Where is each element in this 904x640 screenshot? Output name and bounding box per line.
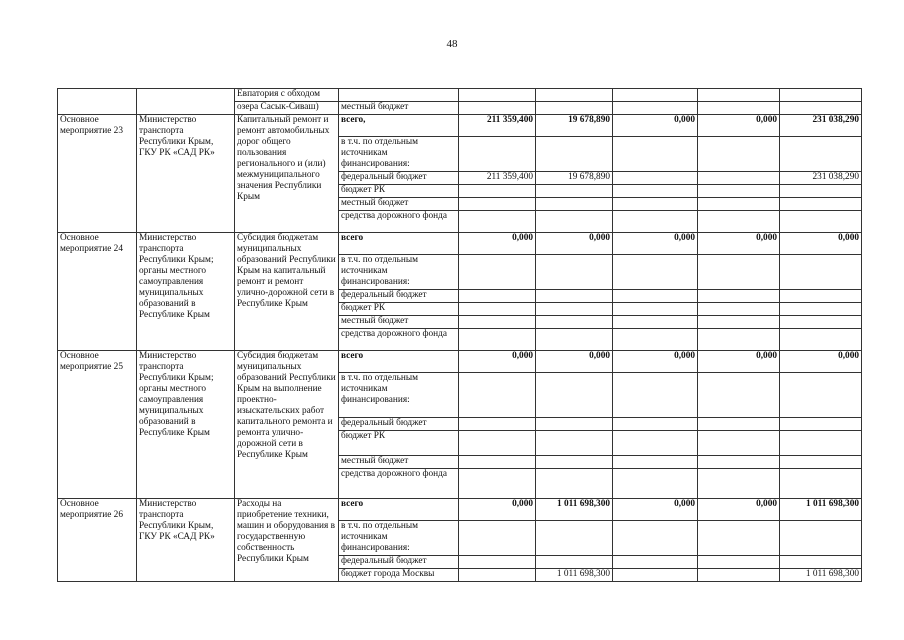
value-cell: 0,000: [536, 351, 613, 373]
value-cell: [613, 569, 698, 582]
value-cell: [780, 456, 862, 469]
description-cell: Евпатория с обходом: [235, 89, 339, 102]
value-cell: [698, 521, 780, 556]
value-cell: 0,000: [459, 351, 536, 373]
value-cell: [780, 556, 862, 569]
value-cell: [613, 316, 698, 329]
value-cell: [459, 102, 536, 115]
value-cell: [459, 373, 536, 418]
value-cell: [613, 172, 698, 185]
executor-cell: Министерство транспорта Республики Крым, ГКУ РК «САД РК»: [137, 115, 235, 233]
source-cell: федеральный бюджет: [339, 172, 459, 185]
value-cell: [459, 198, 536, 211]
description-cell: Капитальный ремонт и ремонт автомобильных дорог общего пользования регионального и (или) межмуниципального значения Республики Крым: [235, 115, 339, 233]
value-cell: [780, 469, 862, 499]
value-cell: [698, 102, 780, 115]
value-cell: [536, 198, 613, 211]
value-cell: [780, 521, 862, 556]
value-cell: [459, 211, 536, 233]
value-cell: [698, 303, 780, 316]
value-cell: [698, 255, 780, 290]
source-cell: [339, 89, 459, 102]
value-cell: [459, 303, 536, 316]
value-cell: [780, 329, 862, 351]
value-cell: 0,000: [536, 233, 613, 255]
activity-cell: Основное мероприятие 24: [58, 233, 137, 351]
source-cell: бюджет РК: [339, 303, 459, 316]
source-cell: в т.ч. по отдельным источникам финансирования:: [339, 137, 459, 172]
page-number: 48: [446, 38, 458, 50]
value-cell: [459, 185, 536, 198]
executor-cell: [137, 89, 235, 115]
value-cell: [536, 521, 613, 556]
source-cell: средства дорожного фонда: [339, 211, 459, 233]
value-cell: [613, 329, 698, 351]
value-cell: [698, 89, 780, 102]
value-cell: 0,000: [780, 233, 862, 255]
value-cell: [459, 569, 536, 582]
value-cell: [613, 255, 698, 290]
value-cell: [536, 329, 613, 351]
source-cell: всего: [339, 233, 459, 255]
value-cell: [698, 418, 780, 431]
value-cell: [613, 456, 698, 469]
value-cell: [459, 469, 536, 499]
value-cell: [613, 418, 698, 431]
value-cell: [698, 469, 780, 499]
executor-cell: Министерство транспорта Республики Крым; органы местного самоуправления муниципальных образований в Республике Крым: [137, 351, 235, 499]
value-cell: [459, 89, 536, 102]
value-cell: 0,000: [459, 233, 536, 255]
table-row: [58, 115, 862, 137]
value-cell: 0,000: [698, 351, 780, 373]
value-cell: [459, 418, 536, 431]
activity-cell: Основное мероприятие 26: [58, 499, 137, 582]
value-cell: [536, 102, 613, 115]
value-cell: 211 359,400: [459, 172, 536, 185]
value-cell: [698, 556, 780, 569]
value-cell: [536, 89, 613, 102]
value-cell: [780, 418, 862, 431]
value-cell: [536, 255, 613, 290]
value-cell: [780, 198, 862, 211]
value-cell: [536, 373, 613, 418]
value-cell: [698, 290, 780, 303]
value-cell: 0,000: [780, 351, 862, 373]
value-cell: [698, 456, 780, 469]
source-cell: в т.ч. по отдельным источникам финансирования:: [339, 255, 459, 290]
table-body: [58, 89, 862, 582]
value-cell: [613, 290, 698, 303]
value-cell: [536, 290, 613, 303]
value-cell: 0,000: [613, 499, 698, 521]
value-cell: [698, 137, 780, 172]
value-cell: 0,000: [613, 115, 698, 137]
table-row: [58, 351, 862, 373]
value-cell: 0,000: [613, 233, 698, 255]
value-cell: [536, 469, 613, 499]
source-cell: всего,: [339, 115, 459, 137]
budget-table: [57, 88, 862, 582]
value-cell: 1 011 698,300: [780, 569, 862, 582]
value-cell: [459, 431, 536, 456]
value-cell: [613, 211, 698, 233]
value-cell: [698, 431, 780, 456]
value-cell: [613, 198, 698, 211]
value-cell: [536, 137, 613, 172]
table-row: [58, 499, 862, 521]
source-cell: местный бюджет: [339, 102, 459, 115]
value-cell: [613, 431, 698, 456]
value-cell: [698, 211, 780, 233]
value-cell: [780, 89, 862, 102]
value-cell: [780, 137, 862, 172]
source-cell: бюджет РК: [339, 431, 459, 456]
source-cell: местный бюджет: [339, 198, 459, 211]
source-cell: всего: [339, 351, 459, 373]
value-cell: 1 011 698,300: [536, 569, 613, 582]
value-cell: [613, 102, 698, 115]
value-cell: 0,000: [698, 115, 780, 137]
value-cell: [780, 316, 862, 329]
value-cell: [536, 185, 613, 198]
value-cell: [698, 329, 780, 351]
value-cell: 0,000: [698, 233, 780, 255]
value-cell: 19 678,890: [536, 172, 613, 185]
value-cell: [613, 185, 698, 198]
value-cell: [613, 469, 698, 499]
value-cell: [698, 373, 780, 418]
value-cell: [536, 431, 613, 456]
value-cell: [613, 373, 698, 418]
description-cell: Субсидия бюджетам муниципальных образований Республики Крым на выполнение проектно-изыскательских работ капитального ремонта и ремонта улично-дорожной сети в Республике Крым: [235, 351, 339, 499]
table-row: [58, 233, 862, 255]
value-cell: [459, 456, 536, 469]
description-cell: озера Сасык-Сиваш): [235, 102, 339, 115]
value-cell: [536, 456, 613, 469]
activity-cell: [58, 89, 137, 115]
value-cell: [613, 556, 698, 569]
value-cell: [780, 185, 862, 198]
source-cell: средства дорожного фонда: [339, 469, 459, 499]
source-cell: средства дорожного фонда: [339, 329, 459, 351]
source-cell: федеральный бюджет: [339, 418, 459, 431]
source-cell: в т.ч. по отдельным источникам финансирования:: [339, 521, 459, 556]
executor-cell: Министерство транспорта Республики Крым; органы местного самоуправления муниципальных образований в Республике Крым: [137, 233, 235, 351]
source-cell: местный бюджет: [339, 316, 459, 329]
value-cell: [780, 431, 862, 456]
value-cell: 1 011 698,300: [536, 499, 613, 521]
activity-cell: Основное мероприятие 25: [58, 351, 137, 499]
value-cell: [613, 521, 698, 556]
source-cell: всего: [339, 499, 459, 521]
value-cell: [698, 172, 780, 185]
value-cell: 1 011 698,300: [780, 499, 862, 521]
value-cell: 0,000: [459, 499, 536, 521]
table-row: [58, 89, 862, 102]
value-cell: 231 038,290: [780, 172, 862, 185]
value-cell: [780, 290, 862, 303]
value-cell: [459, 290, 536, 303]
value-cell: [459, 521, 536, 556]
value-cell: [780, 303, 862, 316]
executor-cell: Министерство транспорта Республики Крым, ГКУ РК «САД РК»: [137, 499, 235, 582]
value-cell: [613, 137, 698, 172]
source-cell: бюджет города Москвы: [339, 569, 459, 582]
value-cell: 19 678,890: [536, 115, 613, 137]
source-cell: федеральный бюджет: [339, 290, 459, 303]
value-cell: [536, 303, 613, 316]
value-cell: [459, 556, 536, 569]
value-cell: [536, 211, 613, 233]
value-cell: [459, 329, 536, 351]
value-cell: [698, 198, 780, 211]
value-cell: [536, 556, 613, 569]
value-cell: [780, 255, 862, 290]
value-cell: [780, 102, 862, 115]
value-cell: [536, 418, 613, 431]
value-cell: [780, 373, 862, 418]
value-cell: [459, 316, 536, 329]
value-cell: 211 359,400: [459, 115, 536, 137]
source-cell: местный бюджет: [339, 456, 459, 469]
value-cell: [698, 569, 780, 582]
value-cell: [459, 137, 536, 172]
description-cell: Субсидия бюджетам муниципальных образований Республики Крым на капитальный ремонт и ремонт улично-дорожной сети в Республике Крым: [235, 233, 339, 351]
value-cell: 231 038,290: [780, 115, 862, 137]
source-cell: в т.ч. по отдельным источникам финансирования:: [339, 373, 459, 418]
source-cell: бюджет РК: [339, 185, 459, 198]
value-cell: [780, 211, 862, 233]
activity-cell: Основное мероприятие 23: [58, 115, 137, 233]
value-cell: [613, 89, 698, 102]
value-cell: [698, 185, 780, 198]
value-cell: [698, 316, 780, 329]
source-cell: федеральный бюджет: [339, 556, 459, 569]
description-cell: Расходы на приобретение техники, машин и оборудования в государственную собственность Республики Крым: [235, 499, 339, 582]
value-cell: [613, 303, 698, 316]
value-cell: [459, 255, 536, 290]
value-cell: 0,000: [698, 499, 780, 521]
value-cell: [536, 316, 613, 329]
value-cell: 0,000: [613, 351, 698, 373]
